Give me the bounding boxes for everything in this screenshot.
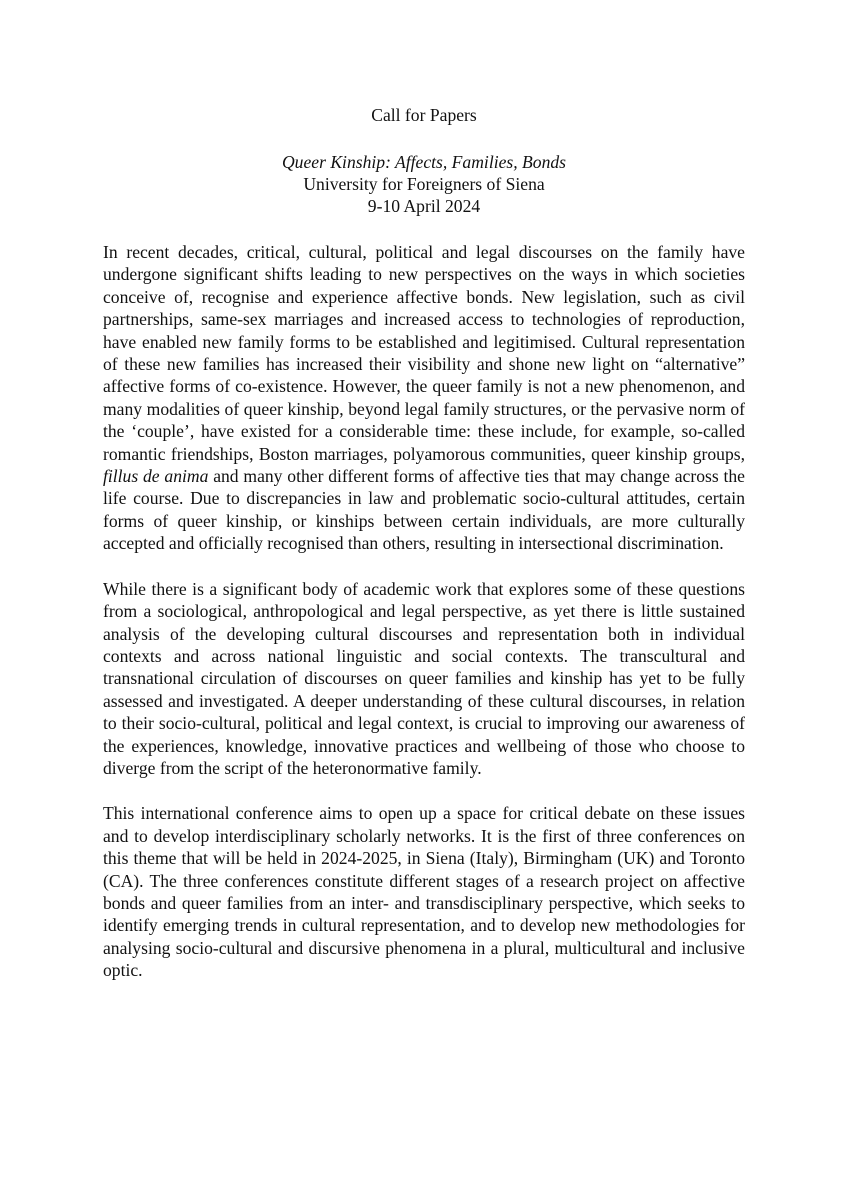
paragraph-1-part-2: and many other different forms of affective ties that may change across the life course. Due to discrepancies in law and problematic socio-cultural attitudes, certain forms of queer kinship, or kinships between certain individuals, are more culturally accepted and officially recognised than others, resulting in intersectional discrimination. (103, 466, 745, 554)
paragraph-1 (103, 241, 745, 555)
paragraph-2: While there is a significant body of academic work that explores some of these questions from a sociological, anthropological and legal perspective, as yet there is little sustained analysis of the developing cultural discourses and representation both in individual contexts and across national linguistic and social contexts. The transcultural and transnational circulation of discourses on queer families and kinship has yet to be fully assessed and investigated. A deeper understanding of these cultural discourses, in relation to their socio-cultural, political and legal context, is crucial to improving our awareness of the experiences, knowledge, innovative practices and wellbeing of those who choose to diverge from the script of the heteronormative family. (103, 578, 745, 778)
paragraph-3: This international conference aims to open up a space for critical debate on these issues and to develop interdisciplinary scholarly networks. It is the first of three conferences on this theme that will be held in 2024-2025, in Siena (Italy), Birmingham (UK) and Toronto (CA). The three conferences constitute different stages of a research project on affective bonds and queer families from an inter- and transdisciplinary perspective, which seeks to identify emerging trends in cultural representation, and to develop new methodologies for analysing socio-cultural and discursive phenomena in a plural, multicultural and inclusive optic. (103, 803, 745, 981)
institution-name: University for Foreigners of Siena (303, 174, 545, 194)
conference-dates: 9-10 April 2024 (367, 196, 481, 216)
document-page (103, 100, 745, 982)
call-for-papers-heading: Call for Papers (371, 105, 477, 125)
conference-title: Queer Kinship: Affects, Families, Bonds (281, 152, 567, 172)
paragraph-1-italic-term: fillus de anima (103, 466, 209, 487)
paragraph-1-part-1: In recent decades, critical, cultural, political and legal discourses on the family have undergone significant shifts leading to new perspectives on the ways in which societies conceive of, recognise and experience affective bonds. New legislation, such as civil partnerships, same-sex marriages and increased access to technologies of reproduction, have enabled new family forms to be established and legitimised. Cultural representation of these new families has increased their visibility and shone new light on “alternative” affective forms of co-existence. However, the queer family is not a new phenomenon, and many modalities of queer kinship, beyond legal family structures, or the pervasive norm of the ‘couple’, have existed for a considerable time: these include, for example, so-called romantic friendships, Boston marriages, polyamorous communities, queer kinship groups, (103, 242, 745, 464)
document-header (103, 104, 745, 217)
